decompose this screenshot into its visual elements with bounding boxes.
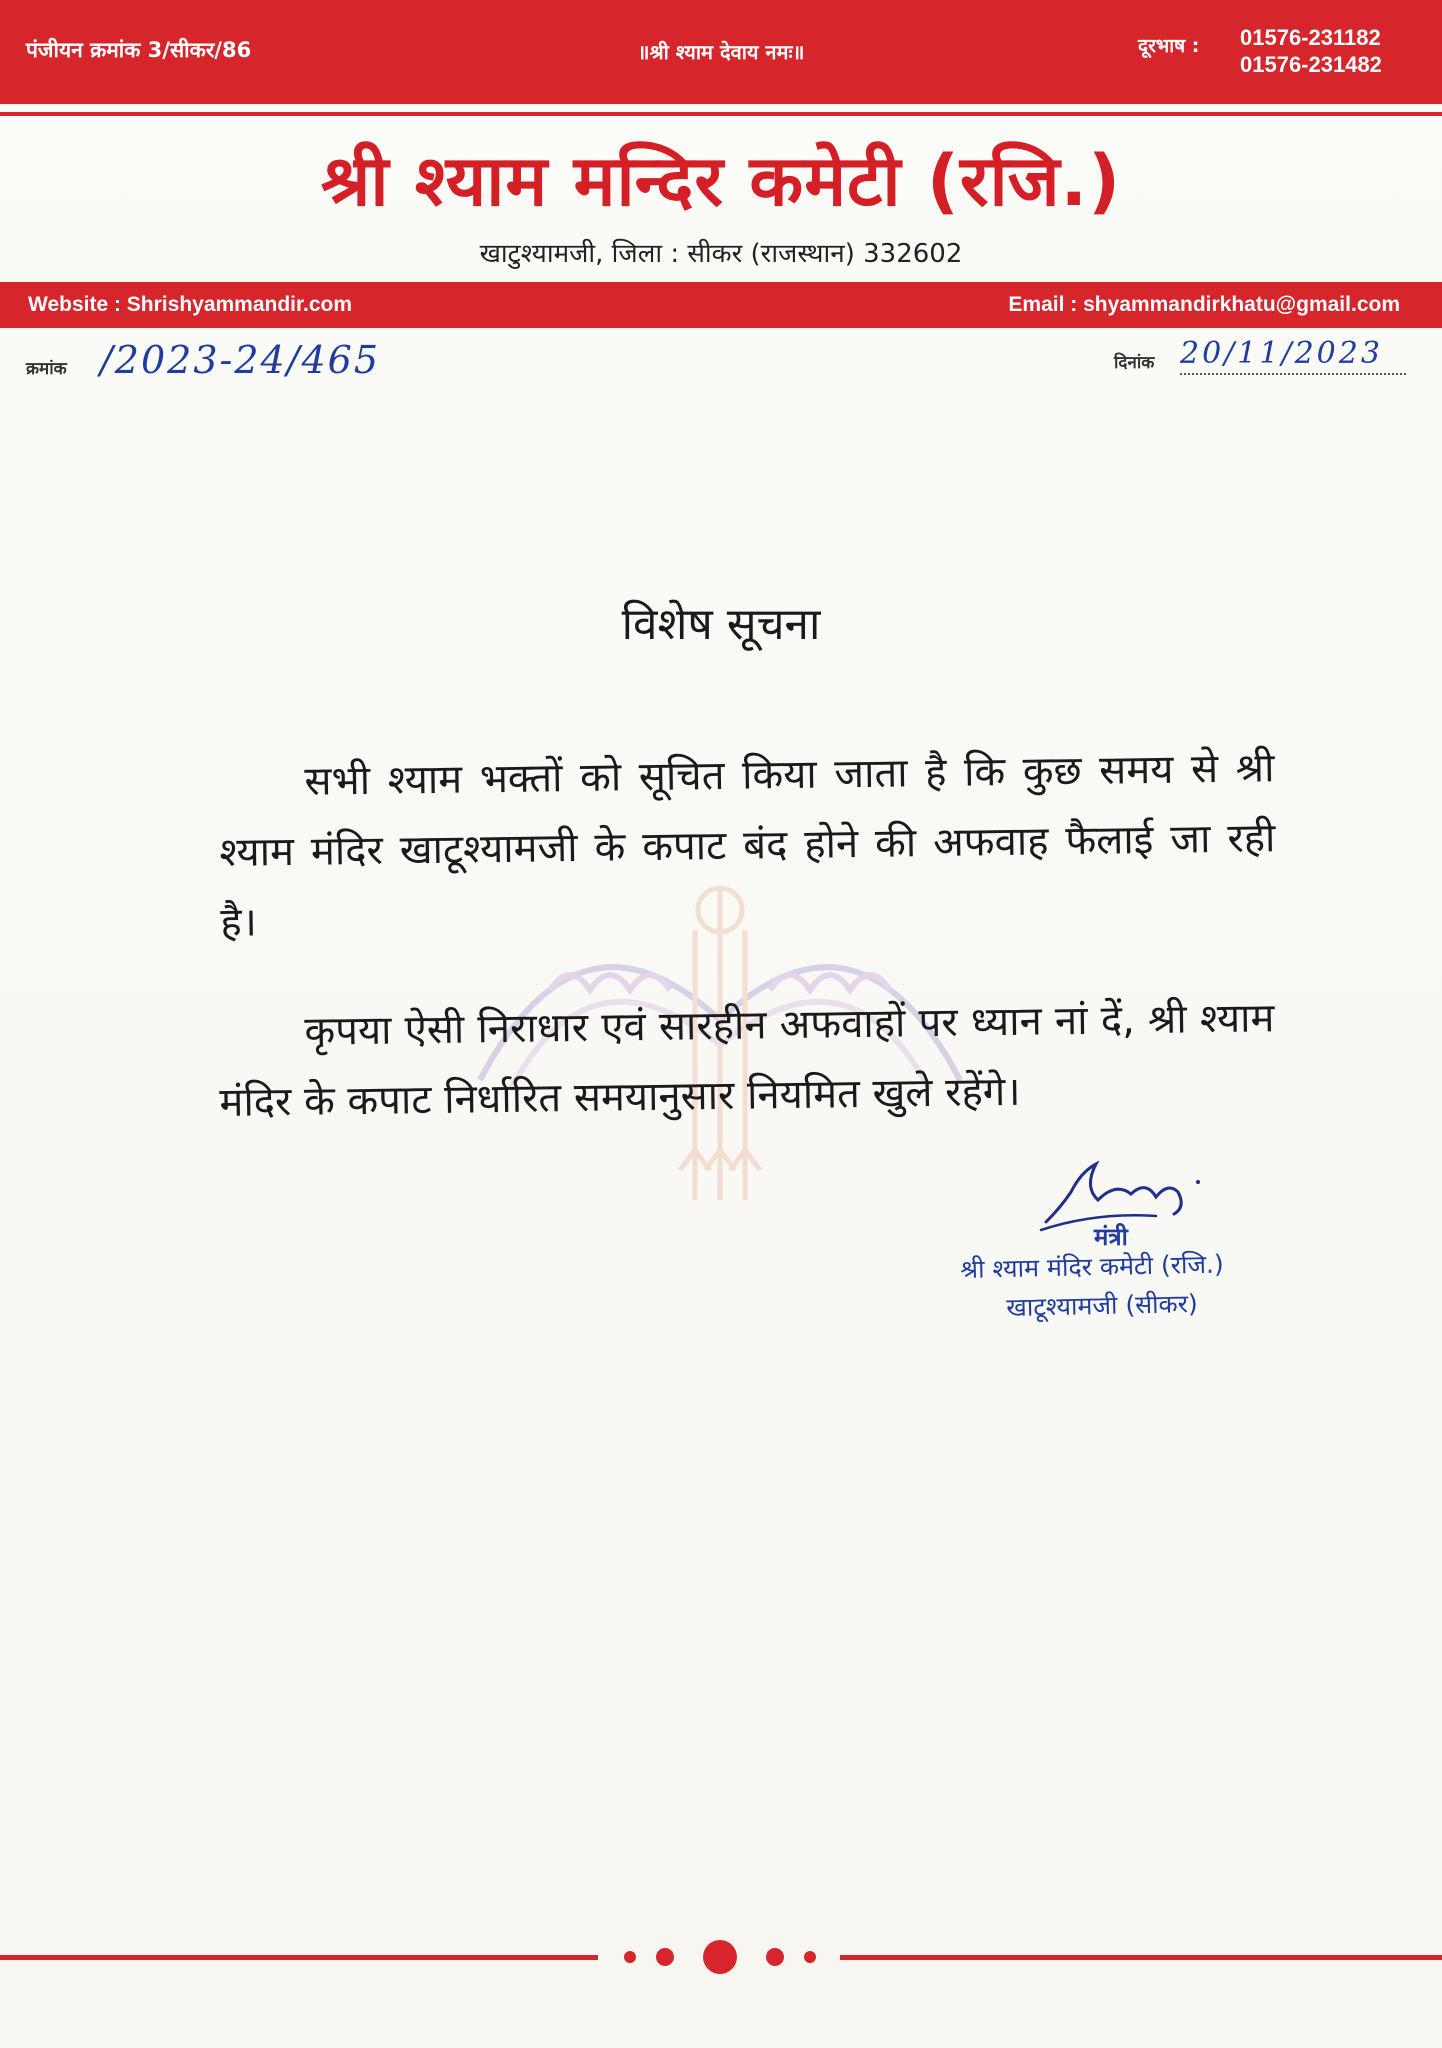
website-text: Website : Shrishyammandir.com [28,293,353,316]
footer-dots-ornament [620,1932,820,1982]
notice-paragraph-2: कृपया ऐसी निराधार एवं सारहीन अफवाहों पर ध्यान नां दें, श्री श्याम मंदिर के कपाट निर्धारित समयानुसार नियमित खुले रहेंगे। [219,995,1275,1126]
notice-paragraph-1: सभी श्याम भक्तों को सूचित किया जाता है कि कुछ समय से श्री श्याम मंदिर खाटूश्यामजी के कपाट बंद होने की अफवाह फैलाई जा रही है। [219,745,1276,946]
notice-heading: विशेष सूचना [621,599,821,650]
signatory-place: खाटूश्यामजी (सीकर) [1006,1288,1198,1322]
reference-label: क्रमांक [26,359,67,379]
phone-number-2: 01576-231482 [1240,52,1382,77]
top-band [0,0,1442,104]
header-rule-top [0,112,1442,116]
org-address: खाटुश्यामजी, जिला : सीकर (राजस्थान) 332602 [479,239,963,269]
phone-numbers [1240,24,1382,78]
registration-number: पंजीयन क्रमांक 3/सीकर/86 [26,38,252,62]
date-label: दिनांक [1114,353,1155,373]
contact-band [0,282,1442,328]
signatory-designation: मंत्री [1094,1223,1128,1251]
invocation-text: ॥श्री श्याम देवाय नमः॥ [637,40,805,64]
date-value: 20/11/2023 [1180,336,1406,375]
email-text: Email : shyammandirkhatu@gmail.com [1008,293,1400,316]
signatory-organization: श्री श्याम मंदिर कमेटी (रजि.) [960,1249,1224,1284]
phone-number-1: 01576-231182 [1240,25,1381,50]
phone-label: दूरभाष : [1138,35,1200,57]
org-title: श्री श्याम मन्दिर कमेटी (रजि.) [320,140,1122,222]
footer-rule-left [0,1955,598,1960]
reference-number: /2023-24/465 [100,338,381,382]
footer-rule-right [840,1955,1442,1960]
